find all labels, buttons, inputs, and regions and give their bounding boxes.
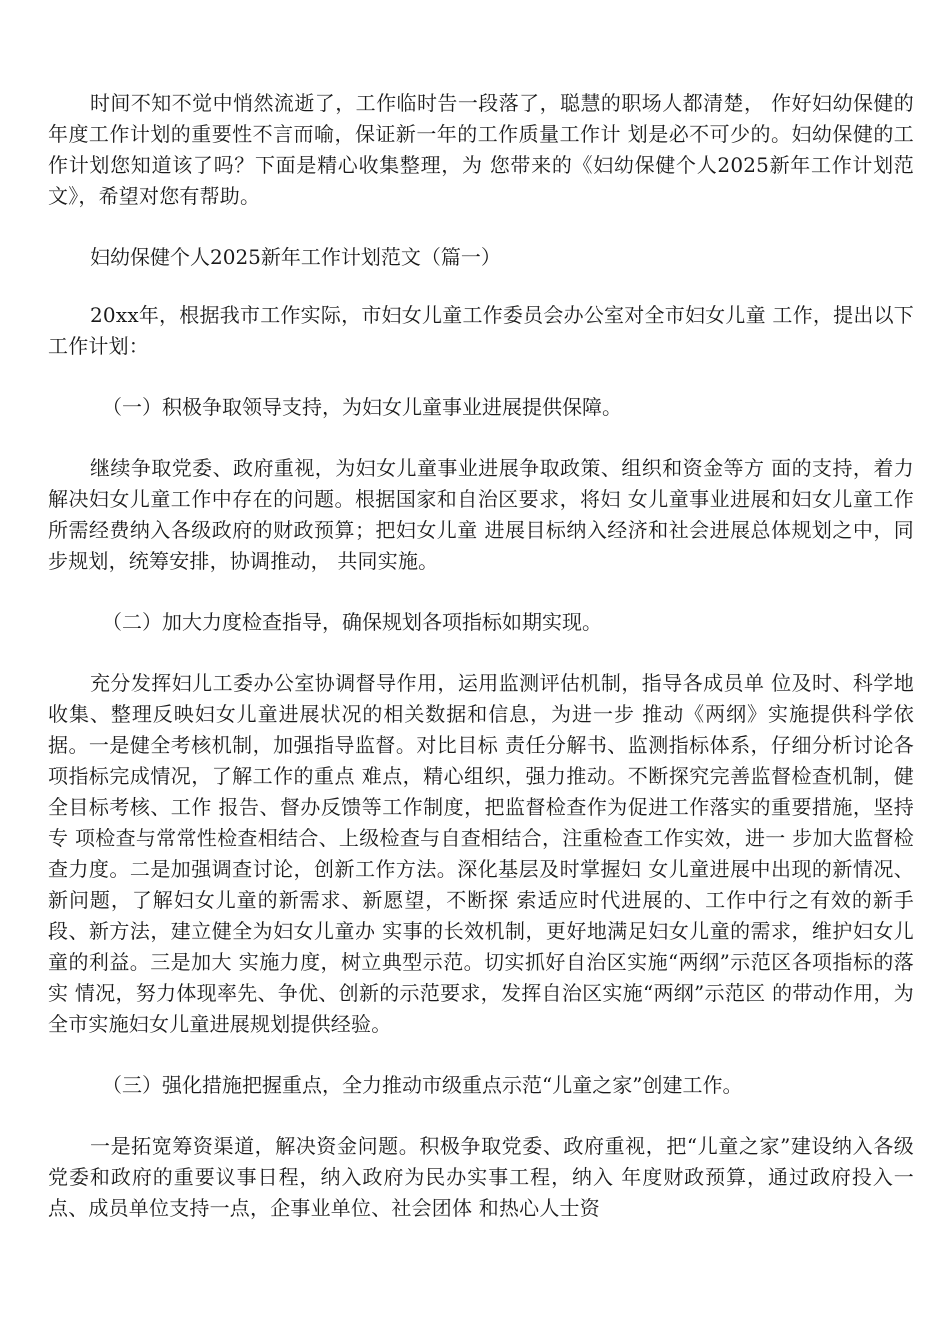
heading-two: （二）加大力度检查指导，确保规划各项指标如期实现。: [102, 610, 602, 634]
section-title: 妇幼保健个人2025新年工作计划范文（篇一）: [90, 245, 501, 269]
paragraph-three: 一是拓宽筹资渠道，解决资金问题。积极争取党委、政府重视，把“儿童之家”建设纳入各级党委和政府的重要议事日程，纳入政府为民办实事工程，纳入 年度财政预算，通过政府投入一点、成员单位支持一点，企事业单位、社会团体 和热心人士资: [48, 1134, 914, 1220]
intro-paragraph: 时间不知不觉中悄然流逝了，工作临时告一段落了，聪慧的职场人都清楚， 作好妇幼保健的年度工作计划的重要性不言而喻，保证新一年的工作质量工作计 划是必不可少的。妇幼保健的工作计划您知道该了吗？下面是精心收集整理，为 您带来的《妇幼保健个人2025新年工作计划范文》，希望对您有帮助。: [48, 91, 914, 208]
paragraph-two: 充分发挥妇儿工委办公室协调督导作用，运用监测评估机制，指导各成员单 位及时、科学地收集、整理反映妇女儿童进展状况的相关数据和信息，为进一步 推动《两纲》实施提供科学依据。一是健全考核机制，加强指导监督。对比目标 责任分解书、监测指标体系，仔细分析讨论各项指标完成情况，了解工作的重点 难点，精心组织，强力推动。不断探究完善监督检查机制，健全目标考核、工作 报告、督办反馈等工作制度，把监督检查作为促进工作落实的重要措施，坚持专 项检查与常常性检查相结合、上级检查与自查相结合，注重检查工作实效，进一 步加大监督检查力度。二是加强调查讨论，创新工作方法。深化基层及时掌握妇 女儿童进展中出现的新情况、新问题，了解妇女儿童的新需求、新愿望，不断探 索适应时代进展的、工作中行之有效的新手段、新方法，建立健全为妇女儿童办 实事的长效机制，更好地满足妇女儿童的需求，维护妇女儿童的利益。三是加大 实施力度，树立典型示范。切实抓好自治区实施“两纲”示范区各项指标的落实 情况，努力体现率先、争优、创新的示范要求，发挥自治区实施“两纲”示范区 的带动作用，为全市实施妇女儿童进展规划提供经验。: [48, 671, 914, 1036]
heading-three: （三）强化措施把握重点，全力推动市级重点示范“儿童之家”创建工作。: [102, 1073, 743, 1097]
opening-paragraph: 20xx年，根据我市工作实际，市妇女儿童工作委员会办公室对全市妇女儿童 工作，提出以下工作计划：: [48, 303, 914, 358]
paragraph-one: 继续争取党委、政府重视，为妇女儿童事业进展争取政策、组织和资金等方 面的支持，着力解决妇女儿童工作中存在的问题。根据国家和自治区要求，将妇 女儿童事业进展和妇女儿童工作所需经费纳入各级政府的财政预算；把妇女儿童 进展目标纳入经济和社会进展总体规划之中，同步规划，统筹安排，协调推动， 共同实施。: [48, 456, 914, 573]
document-page: [48, 88, 914, 1224]
heading-one: （一）积极争取领导支持，为妇女儿童事业进展提供保障。: [102, 395, 622, 419]
